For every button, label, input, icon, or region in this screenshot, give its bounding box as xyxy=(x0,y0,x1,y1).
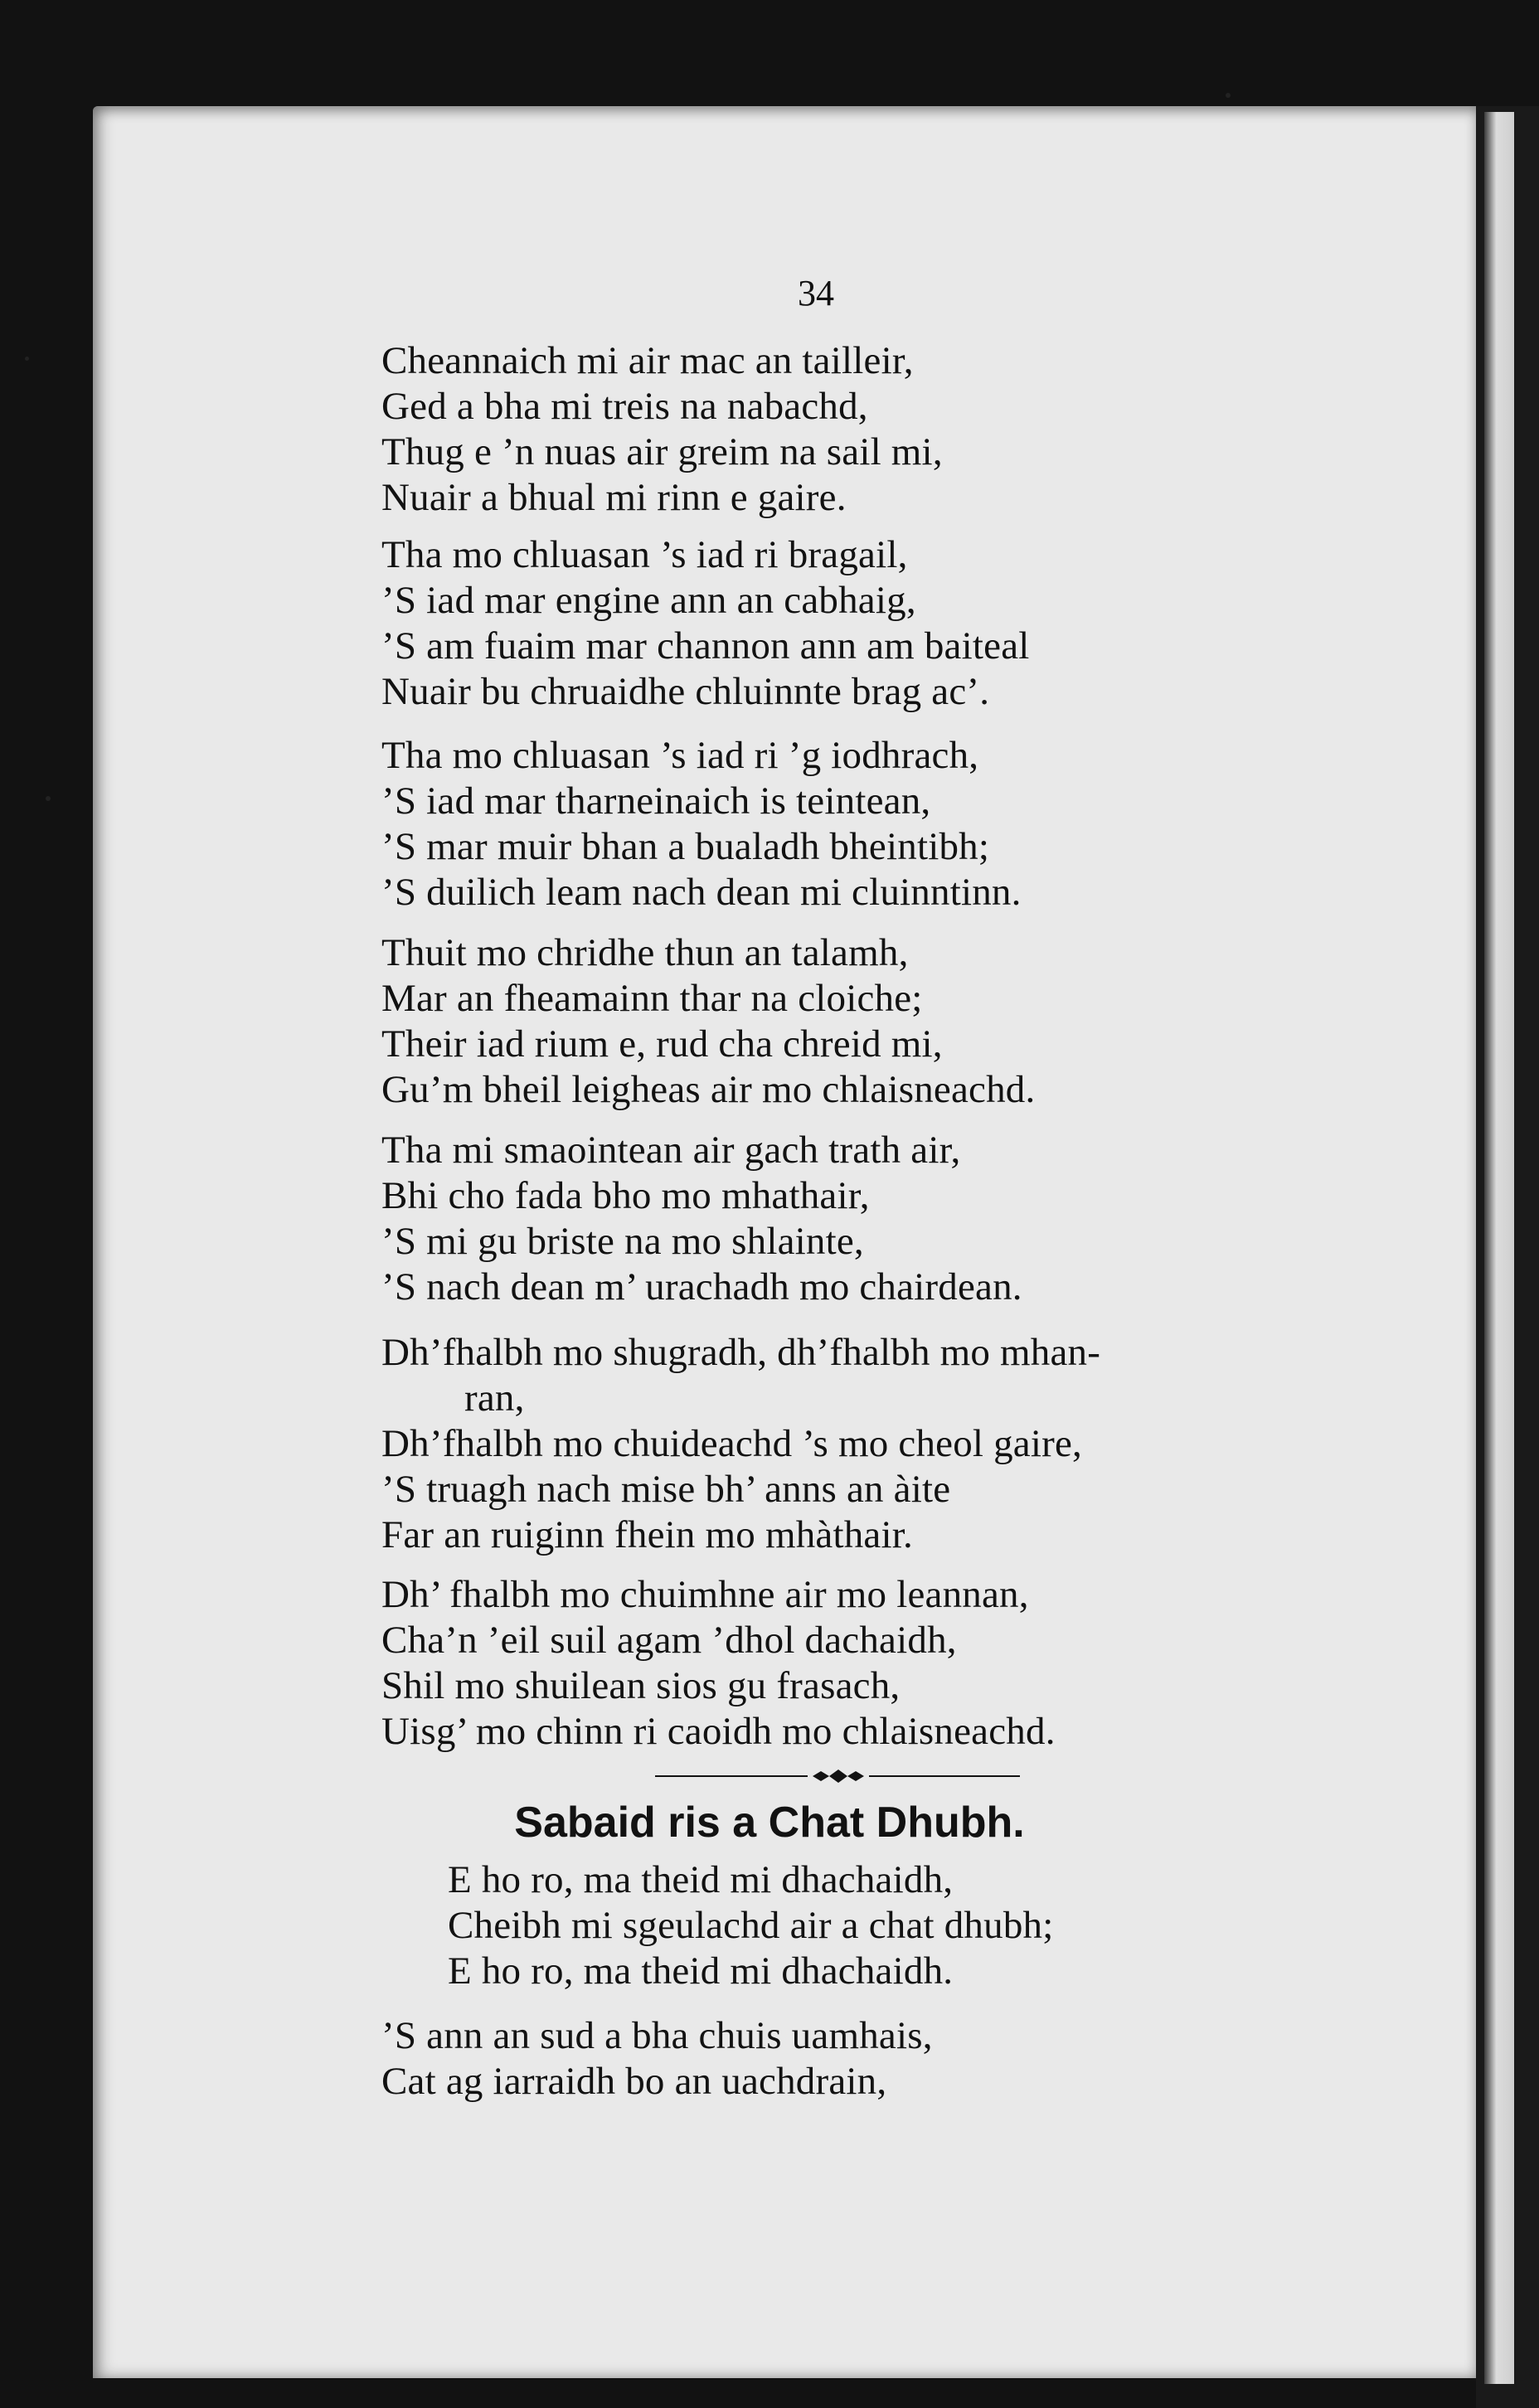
diamond-ornament-icon xyxy=(809,1770,867,1783)
section-divider xyxy=(655,1771,1020,1781)
verse-line: Dh’ fhalbh mo chuimhne air mo leannan, xyxy=(381,1573,1029,1616)
verse-line: Ged a bha mi treis na nabachd, xyxy=(381,385,868,428)
verse-line: Thug e ’n nuas air greim na sail mi, xyxy=(381,430,943,473)
verse-line: ’S ann an sud a bha chuis uamhais, xyxy=(381,2014,933,2057)
verse-line: Their iad rium e, rud cha chreid mi, xyxy=(381,1022,943,1066)
stanza-3 xyxy=(381,733,1022,915)
verse-line: ’S duilich leam nach dean mi cluinntinn. xyxy=(381,871,1022,914)
chorus xyxy=(448,1857,1053,1994)
verse-line: Nuair bu chruaidhe chluinnte brag ac’. xyxy=(381,670,990,713)
verse-line: ’S iad mar tharneinaich is teintean, xyxy=(381,779,931,823)
stanza-2 xyxy=(381,532,1030,715)
verse-line: ’S truagh nach mise bh’ anns an àite xyxy=(381,1468,951,1511)
verse-line: Tha mo chluasan ’s iad ri ’g iodhrach, xyxy=(381,734,979,777)
divider-rule-left xyxy=(655,1775,808,1777)
stanza-5 xyxy=(381,1128,1022,1310)
verse-line: Dh’fhalbh mo chuideachd ’s mo cheol gaire, xyxy=(381,1422,1082,1465)
verse-line: Cheannaich mi air mac an tailleir, xyxy=(381,339,914,382)
verse-line: Bhi cho fada bho mo mhathair, xyxy=(381,1174,870,1217)
verse-line: ’S am fuaim mar channon ann am baiteal xyxy=(381,624,1030,668)
scan-speck xyxy=(25,357,29,361)
verse-line-continuation: ran, xyxy=(464,1376,525,1420)
verse-line: Thuit mo chridhe thun an talamh, xyxy=(381,931,909,974)
stanza-4 xyxy=(381,930,1035,1113)
chorus-line: Cheibh mi sgeulachd air a chat dhubh; xyxy=(448,1904,1054,1947)
verse-line: Cat ag iarraidh bo an uachdrain, xyxy=(381,2060,887,2103)
verse-line: Tha mo chluasan ’s iad ri bragail, xyxy=(381,533,908,576)
stanza-6 xyxy=(381,1330,1100,1558)
song-title: Sabaid ris a Chat Dhubh. xyxy=(514,1799,1025,1847)
verse-line: ’S mi gu briste na mo shlainte, xyxy=(381,1220,864,1263)
scan-speck xyxy=(46,796,51,801)
page-number: 34 xyxy=(798,273,834,313)
divider-rule-right xyxy=(869,1775,1020,1777)
verse-line: Mar an fheamainn thar na cloiche; xyxy=(381,977,923,1020)
chorus-line: E ho ro, ma theid mi dhachaidh. xyxy=(448,1949,954,1993)
scan-speck xyxy=(1226,93,1231,98)
verse-line: Dh’fhalbh mo shugradh, dh’fhalbh mo mhan- xyxy=(381,1331,1101,1374)
verse-line: Far an ruiginn fhein mo mhàthair. xyxy=(381,1513,913,1556)
stanza-7 xyxy=(381,1572,1056,1755)
verse-line: Cha’n ’eil suil agam ’dhol dachaidh, xyxy=(381,1619,957,1662)
verse-line: Tha mi smaointean air gach trath air, xyxy=(381,1129,961,1172)
stanza-song-verse-1 xyxy=(381,2013,933,2105)
verse-line: Shil mo shuilean sios gu frasach, xyxy=(381,1664,901,1707)
chorus-line: E ho ro, ma theid mi dhachaidh, xyxy=(448,1858,954,1901)
verse-line: Gu’m bheil leigheas air mo chlaisneachd. xyxy=(381,1068,1036,1111)
stanza-1 xyxy=(381,338,943,521)
verse-line: ’S iad mar engine ann an cabhaig, xyxy=(381,579,916,622)
verse-line: Nuair a bhual mi rinn e gaire. xyxy=(381,476,847,519)
verse-line: Uisg’ mo chinn ri caoidh mo chlaisneachd. xyxy=(381,1710,1056,1753)
verse-line: ’S mar muir bhan a bualadh bheintibh; xyxy=(381,825,990,868)
verse-line: ’S nach dean m’ urachadh mo chairdean. xyxy=(381,1265,1022,1308)
